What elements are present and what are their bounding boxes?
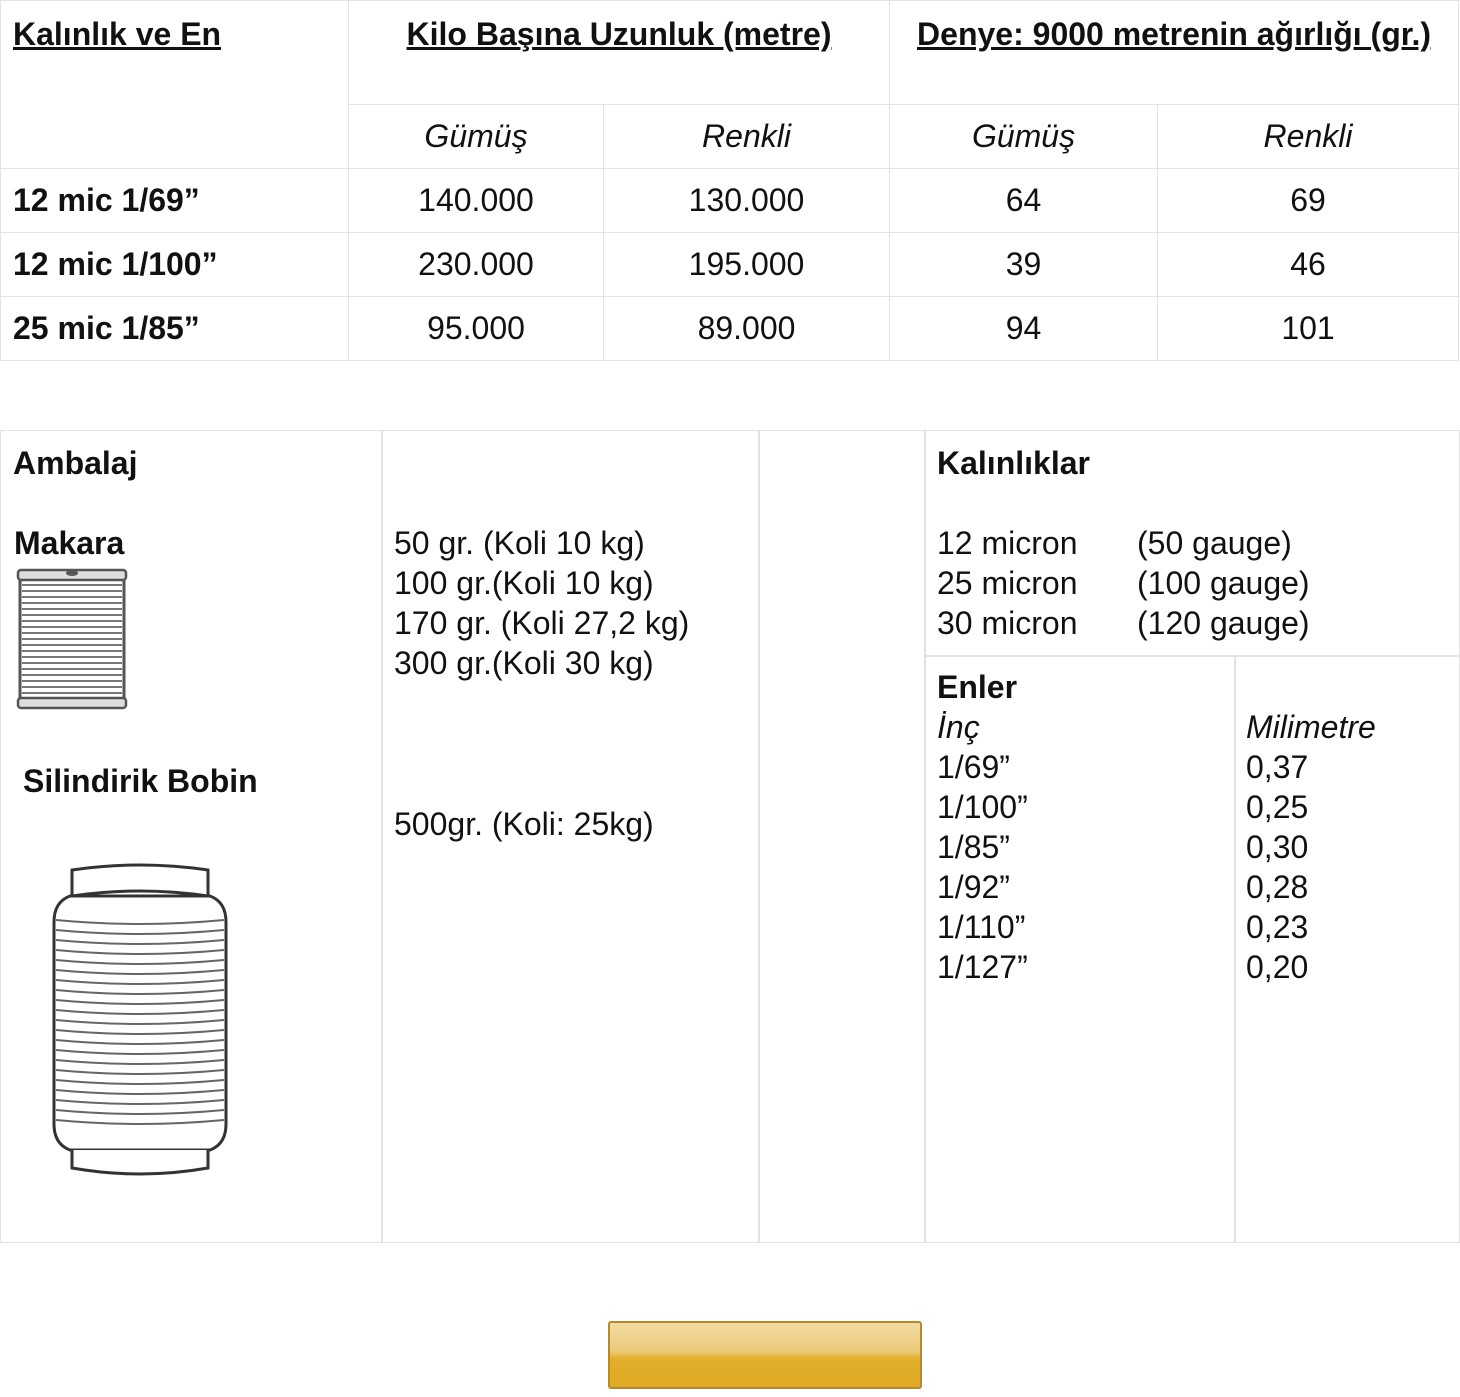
thickness-gauge: (120 gauge) xyxy=(1137,605,1310,641)
mm-header: Milimetre xyxy=(1246,709,1376,745)
width-mm: 0,23 xyxy=(1246,909,1309,945)
width-mm: 0,25 xyxy=(1246,789,1309,825)
thickness-micron: 30 micron xyxy=(937,605,1078,641)
width-mm: 0,30 xyxy=(1246,829,1309,865)
specs-table xyxy=(0,0,1459,361)
thickness-gauge: (100 gauge) xyxy=(1137,565,1310,601)
spool-option: 170 gr. (Koli 27,2 kg) xyxy=(394,605,690,641)
width-inch: 1/100” xyxy=(937,789,1028,825)
subheader-silver-length: Gümüş xyxy=(349,105,604,169)
width-mm: 0,20 xyxy=(1246,949,1309,985)
width-inch: 1/127” xyxy=(937,949,1028,985)
width-inch: 1/69” xyxy=(937,749,1010,785)
table-row xyxy=(1,233,1459,297)
table-row xyxy=(1,169,1459,233)
row-label: 12 mic 1/69” xyxy=(1,169,349,233)
width-inch: 1/92” xyxy=(937,869,1010,905)
subheader-color-denier: Renkli xyxy=(1158,105,1459,169)
cylindrical-bobbin-icon xyxy=(50,862,230,1180)
cell-silver-denier: 39 xyxy=(890,233,1158,297)
spool-label: Makara xyxy=(14,525,125,561)
spool-option: 300 gr.(Koli 30 kg) xyxy=(394,645,654,681)
header-length-per-kilo: Kilo Başına Uzunluk (metre) xyxy=(349,1,890,105)
cell-color-length: 195.000 xyxy=(604,233,890,297)
cell-silver-length: 140.000 xyxy=(349,169,604,233)
spool-icon xyxy=(16,567,128,711)
cell-silver-length: 95.000 xyxy=(349,297,604,361)
widths-title: Enler xyxy=(937,669,1018,705)
width-mm: 0,37 xyxy=(1246,749,1309,785)
cell-silver-length: 230.000 xyxy=(349,233,604,297)
table-row xyxy=(1,297,1459,361)
spool-option: 100 gr.(Koli 10 kg) xyxy=(394,565,654,601)
cell-silver-denier: 64 xyxy=(890,169,1158,233)
bobbin-label: Silindirik Bobin xyxy=(23,763,258,799)
inch-header: İnç xyxy=(937,709,980,745)
row-label: 12 mic 1/100” xyxy=(1,233,349,297)
width-mm: 0,28 xyxy=(1246,869,1309,905)
bobbin-option: 500gr. (Koli: 25kg) xyxy=(394,806,654,842)
subheader-silver-denier: Gümüş xyxy=(890,105,1158,169)
cell-color-denier: 46 xyxy=(1158,233,1459,297)
cell-color-length: 89.000 xyxy=(604,297,890,361)
subheader-color-length: Renkli xyxy=(604,105,890,169)
cell-color-length: 130.000 xyxy=(604,169,890,233)
header-thickness-width: Kalınlık ve En xyxy=(1,1,349,169)
row-label: 25 mic 1/85” xyxy=(1,297,349,361)
header-denier: Denye: 9000 metrenin ağırlığı (gr.) xyxy=(890,1,1459,105)
thickness-micron: 25 micron xyxy=(937,565,1078,601)
cell-color-denier: 101 xyxy=(1158,297,1459,361)
gold-button[interactable] xyxy=(608,1321,922,1389)
thickness-micron: 12 micron xyxy=(937,525,1078,561)
spool-option: 50 gr. (Koli 10 kg) xyxy=(394,525,645,561)
thicknesses-title: Kalınlıklar xyxy=(937,445,1090,481)
packaging-title: Ambalaj xyxy=(13,445,138,481)
cell-color-denier: 69 xyxy=(1158,169,1459,233)
width-inch: 1/85” xyxy=(937,829,1010,865)
cell-silver-denier: 94 xyxy=(890,297,1158,361)
thickness-gauge: (50 gauge) xyxy=(1137,525,1292,561)
width-inch: 1/110” xyxy=(937,909,1026,945)
empty-cell xyxy=(758,430,926,1243)
